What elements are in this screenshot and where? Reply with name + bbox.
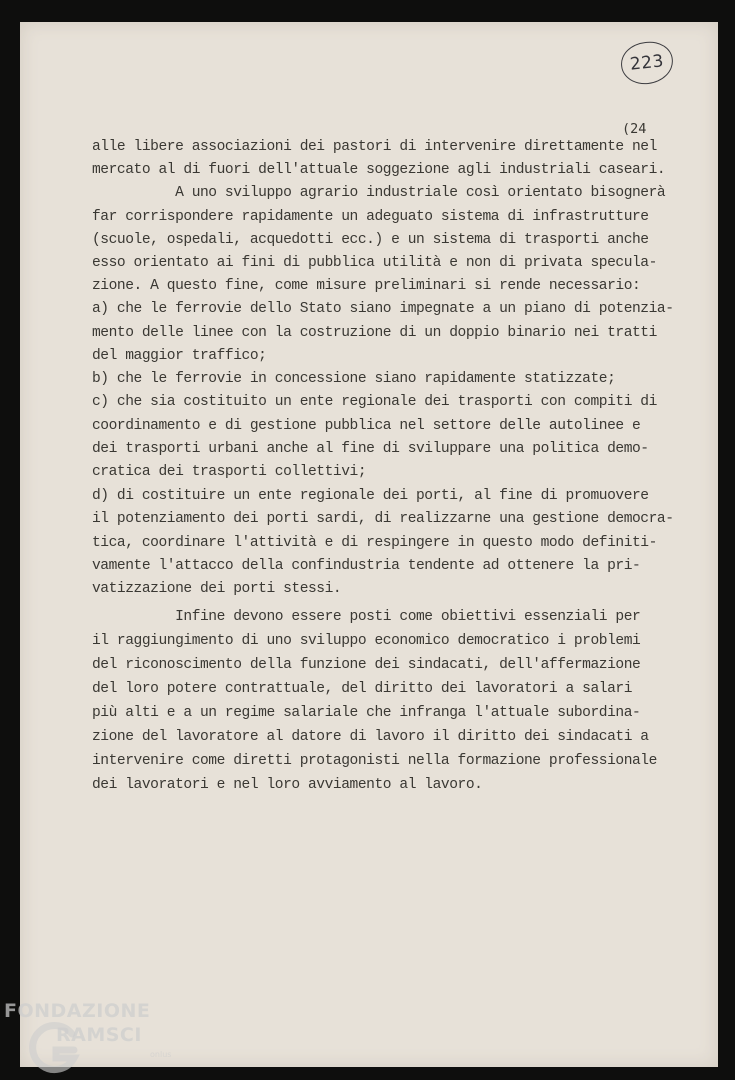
text-line: esso orientato ai fini di pubblica utilità e non di privata specula-	[92, 255, 657, 271]
text-line: cratica dei trasporti collettivi;	[92, 464, 367, 480]
text-line: vamente l'attacco della confindustria tendente ad ottenere la pri-	[92, 558, 641, 574]
text-line: a) che le ferrovie dello Stato siano impegnate a un piano di potenzia-	[92, 301, 674, 317]
fondazione-gramsci-watermark	[4, 998, 184, 1078]
text-line: zione. A questo fine, come misure preliminari si rende necessario:	[92, 278, 641, 294]
text-line: vatizzazione dei porti stessi.	[92, 581, 342, 597]
text-line: tica, coordinare l'attività e di respingere in questo modo definiti-	[92, 535, 657, 551]
watermark-line3: onlus	[150, 1050, 172, 1059]
text-line: il raggiungimento di uno sviluppo economico democratico i problemi	[92, 633, 641, 649]
text-line: il potenziamento dei porti sardi, di realizzarne una gestione democra-	[92, 511, 674, 527]
text-line: del loro potere contrattuale, del diritto dei lavoratori a salari	[92, 681, 632, 697]
text-line: alle libere associazioni dei pastori di intervenire direttamente nel	[92, 139, 657, 155]
watermark-line2: RAMSCI	[56, 1024, 142, 1046]
text-line: d) di costituire un ente regionale dei porti, al fine di promuovere	[92, 488, 649, 504]
text-line: A uno sviluppo agrario industriale così orientato bisognerà	[92, 185, 666, 201]
text-line: intervenire come diretti protagonisti nella formazione professionale	[92, 753, 657, 769]
text-line: mercato al di fuori dell'attuale soggezione agli industriali caseari.	[92, 162, 666, 178]
text-line: Infine devono essere posti come obiettivi essenziali per	[92, 609, 641, 625]
text-line: dei trasporti urbani anche al fine di sviluppare una politica demo-	[92, 441, 649, 457]
archive-page-number: 223	[619, 39, 675, 86]
text-line: del riconoscimento della funzione dei sindacati, dell'affermazione	[92, 657, 641, 673]
text-line: zione del lavoratore al datore di lavoro il diritto dei sindacati a	[92, 729, 649, 745]
text-line: coordinamento e di gestione pubblica nel settore delle autolinee e	[92, 418, 641, 434]
text-line: (scuole, ospedali, acquedotti ecc.) e un sistema di trasporti anche	[92, 232, 649, 248]
text-line: far corrispondere rapidamente un adeguato sistema di infrastrutture	[92, 209, 649, 225]
text-line: più alti e a un regime salariale che infranga l'attuale subordina-	[92, 705, 641, 721]
text-line: c) che sia costituito un ente regionale dei trasporti con compiti di	[92, 394, 657, 410]
page-marker: (24	[622, 121, 647, 137]
text-line: b) che le ferrovie in concessione siano rapidamente statizzate;	[92, 371, 616, 387]
text-line: dei lavoratori e nel loro avviamento al lavoro.	[92, 777, 483, 793]
text-line: mento delle linee con la costruzione di un doppio binario nei tratti	[92, 325, 657, 341]
watermark-line1: FONDAZIONE	[4, 1000, 151, 1022]
text-line: del maggior traffico;	[92, 348, 267, 364]
